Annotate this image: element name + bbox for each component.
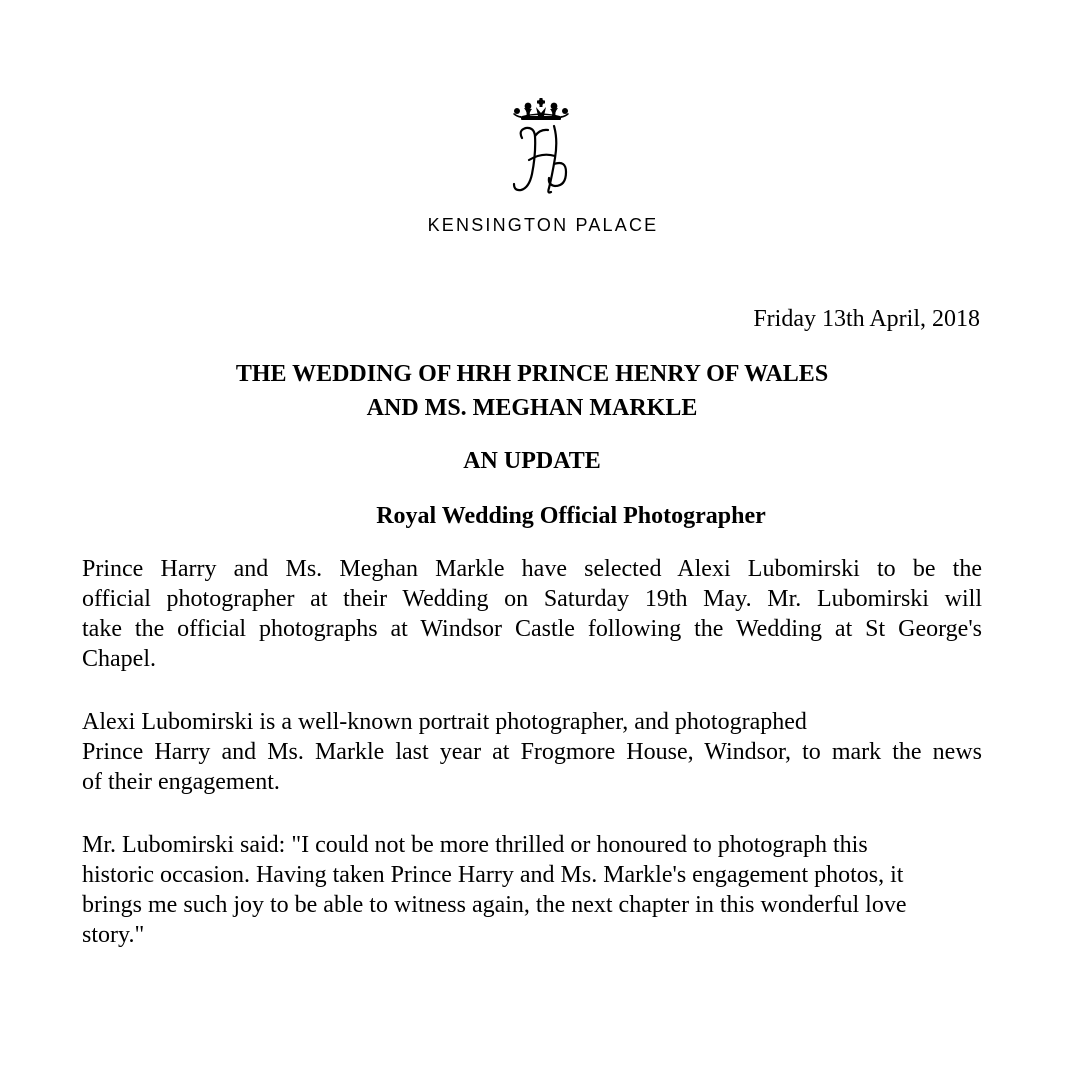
paragraph-line: Mr. Lubomirski said: "I could not be more thrilled or honoured to photograph this (82, 832, 868, 858)
paragraph-line: Prince Harry and Ms. Meghan Markle have selected Alexi Lubomirski to be the (82, 556, 982, 582)
paragraph-line: of their engagement. (82, 769, 280, 795)
paragraph-line: take the official photographs at Windsor Castle following the Wedding at St George's (82, 616, 982, 642)
crowned-h-monogram-icon (508, 96, 574, 202)
paragraph-line: Chapel. (82, 646, 156, 672)
body-paragraph (82, 554, 982, 674)
paragraph-line: Alexi Lubomirski is a well-known portrait photographer, and photographed (82, 709, 807, 735)
paragraph-line: historic occasion. Having taken Prince Harry and Ms. Markle's engagement photos, it (82, 862, 904, 888)
body-paragraph (82, 707, 982, 797)
paragraph-line: Prince Harry and Ms. Markle last year at Frogmore House, Windsor, to mark the news (82, 739, 982, 765)
document-headline (0, 357, 1064, 425)
document-date: Friday 13th April, 2018 (753, 306, 980, 332)
paragraph-line: official photographer at their Wedding on Saturday 19th May. Mr. Lubomirski will (82, 586, 982, 612)
paragraph-line: story." (82, 922, 145, 948)
headline-line-1: THE WEDDING OF HRH PRINCE HENRY OF WALES (235, 361, 829, 387)
organization-name: KENSINGTON PALACE (427, 215, 659, 235)
section-subheading: Royal Wedding Official Photographer (376, 503, 766, 529)
headline-line-2: AND MS. MEGHAN MARKLE (366, 395, 698, 421)
paragraph-line: brings me such joy to be able to witness again, the next chapter in this wonderful love (82, 892, 907, 918)
update-label: AN UPDATE (463, 448, 601, 474)
body-paragraph (82, 830, 982, 950)
